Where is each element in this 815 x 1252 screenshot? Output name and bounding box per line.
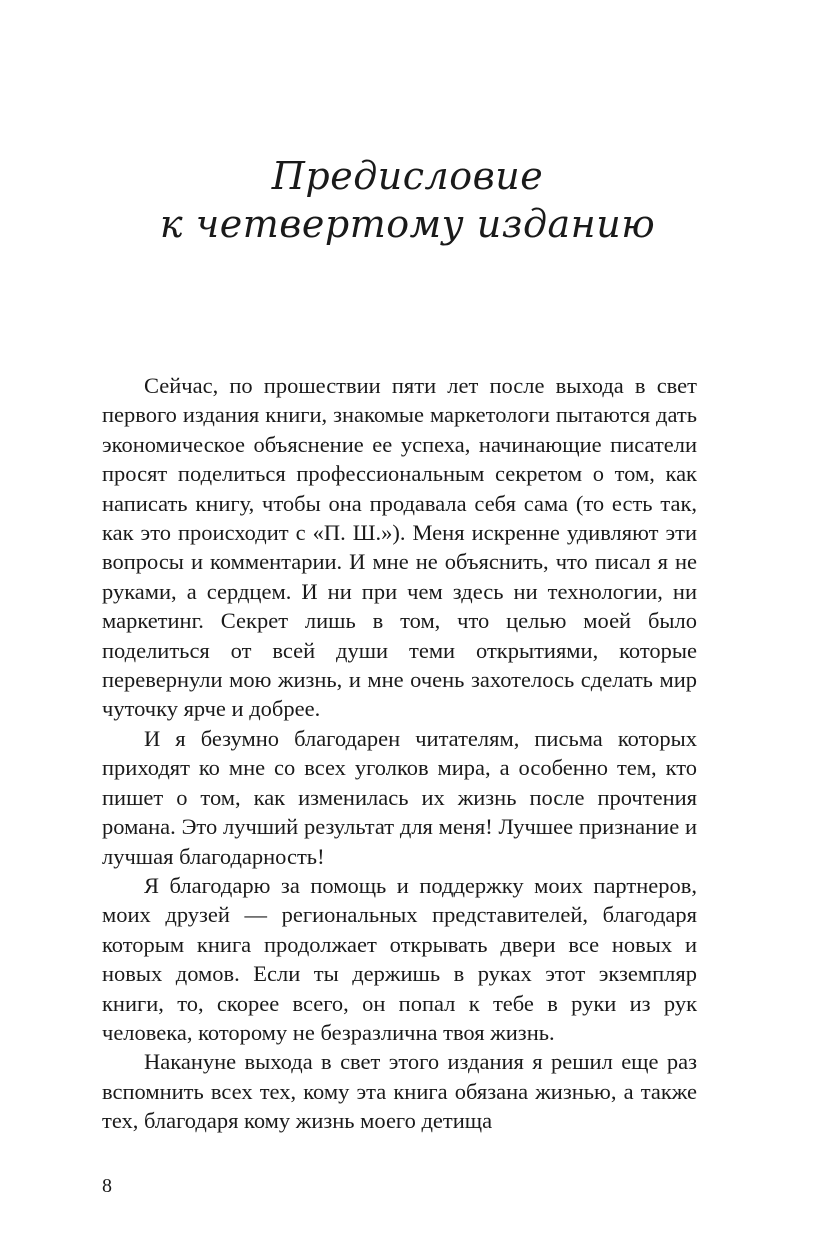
paragraph: Я благодарю за помощь и поддержку моих партнеров, моих друзей — региональных представителей, благодаря которым книга продолжает открывать двери все новых и новых домов. Если ты держишь в руках этот экземпляр книги, то, скорее всего, он попал к тебе в руки из рук человека, которому не безразлична твоя жизнь.: [102, 872, 697, 1045]
paragraph: И я безумно благодарен читателям, письма которых приходят ко мне со всех уголков мира, а особенно тем, кто пишет о том, как изменилась их жизнь после прочтения романа. Это лучший результат для меня! Лучшее признание и лучшая благодарность!: [102, 725, 697, 869]
paragraph: Накануне выхода в свет этого издания я решил еще раз вспомнить всех тех, кому эта книга обязана жизнью, а также тех, благодаря кому жизнь моего детища: [102, 1049, 697, 1134]
paragraph: Сейчас, по прошествии пяти лет после выхода в свет первого издания книги, знакомые маркетологи пытаются дать экономическое объяснение ее успеха, начинающие писатели просят поделиться профессиональным секретом о том, как написать книгу, чтобы она продавала себя сама (то есть так, как это происходит с «П. Ш.»). Меня искренне удивляют эти вопросы и комментарии. И мне не объяснить, что писал я не руками, а сердцем. И ни при чем здесь ни технологии, ни маркетинг. Секрет лишь в том, что целью моей было поделиться от всей души теми открытиями, которые перевернули мою жизнь, и мне очень захотелось сделать мир чуточку ярче и добрее.: [102, 373, 697, 722]
chapter-title-line-1: Предисловие: [271, 154, 544, 198]
page-number: 8: [102, 1175, 112, 1197]
body-text: [102, 371, 697, 1136]
chapter-title-line-2: к четвертому изданию: [159, 202, 656, 246]
